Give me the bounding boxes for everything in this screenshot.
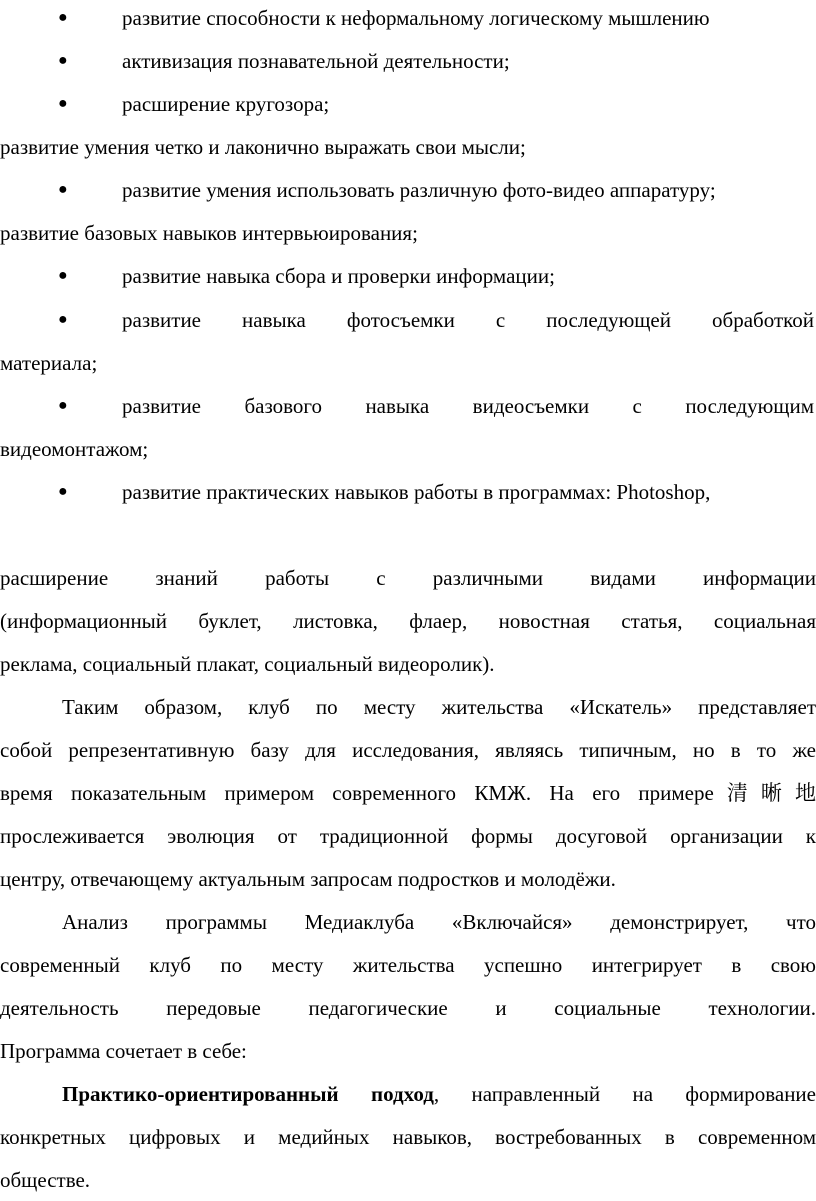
- bullet-icon: ●: [58, 9, 68, 26]
- list-item-text: развитие навыка фотосъемки с последующей обработкой: [122, 308, 814, 332]
- paragraph-line: реклама, социальный плакат, социальный видеоролик).: [0, 652, 495, 676]
- text-line: развитие умения четко и лаконично выражать свои мысли;: [0, 135, 526, 159]
- list-item-text: развитие способности к неформальному логическому мышлению: [122, 6, 710, 30]
- paragraph-line: Анализ программы Медиаклуба «Включайся» демонстрирует, что: [62, 910, 816, 934]
- text-line: развитие базовых навыков интервьюирования;: [0, 221, 418, 245]
- paragraph-line: Программа сочетает в себе:: [0, 1039, 247, 1063]
- list-item: [0, 306, 816, 334]
- paragraph-line: прослеживается эволюция от традиционной формы досуговой организации к: [0, 824, 816, 848]
- list-item-text: расширение кругозора;: [122, 92, 330, 116]
- paragraph-line: Таким образом, клуб по месту жительства «Искатель» представляет: [62, 695, 816, 719]
- list-item-text: развитие практических навыков работы в программах: Photoshop,: [122, 480, 711, 504]
- bullet-icon: ●: [58, 181, 68, 198]
- list-item: [0, 262, 816, 290]
- paragraph-line: центру, отвечающему актуальным запросам подростков и молодёжи.: [0, 867, 616, 891]
- list-item: [0, 478, 816, 506]
- bullet-icon: ●: [58, 52, 68, 69]
- paragraph-line: расширение знаний работы с различными видами информации: [0, 566, 816, 590]
- bullet-icon: ●: [58, 311, 68, 328]
- paragraph-line: Практико-ориентированный подход, направленный на формирование: [62, 1082, 816, 1106]
- paragraph-line: время показательным примером современного КМЖ. На его примере清晰地: [0, 781, 816, 805]
- list-item: [0, 176, 816, 204]
- bullet-icon: ●: [58, 267, 68, 284]
- text-line: материала;: [0, 351, 98, 375]
- bullet-icon: ●: [58, 483, 68, 500]
- bold-phrase: Практико-ориентированный подход: [62, 1082, 434, 1106]
- list-item-text: развитие базового навыка видеосъемки с последующим: [122, 394, 814, 418]
- paragraph-line: обществе.: [0, 1168, 91, 1192]
- list-item: [0, 4, 816, 32]
- list-item: [0, 90, 816, 118]
- paragraph-line: деятельность передовые педагогические и социальные технологии.: [0, 996, 816, 1020]
- list-item-text: активизация познавательной деятельности;: [122, 49, 510, 73]
- paragraph-line: современный клуб по месту жительства успешно интегрирует в свою: [0, 953, 816, 977]
- list-item-text: развитие навыка сбора и проверки информации;: [122, 264, 555, 288]
- paragraph-line: конкретных цифровых и медийных навыков, востребованных в современном: [0, 1125, 816, 1149]
- paragraph-line: (информационный буклет, листовка, флаер, новостная статья, социальная: [0, 609, 816, 633]
- list-item-text: развитие умения использовать различную фото-видео аппаратуру;: [122, 178, 716, 202]
- list-item: [0, 392, 816, 420]
- bullet-icon: ●: [58, 397, 68, 414]
- paragraph-line: собой репрезентативную базу для исследования, являясь типичным, но в то же: [0, 738, 816, 762]
- text-line: видеомонтажом;: [0, 437, 149, 461]
- list-item: [0, 47, 816, 75]
- bullet-icon: ●: [58, 95, 68, 112]
